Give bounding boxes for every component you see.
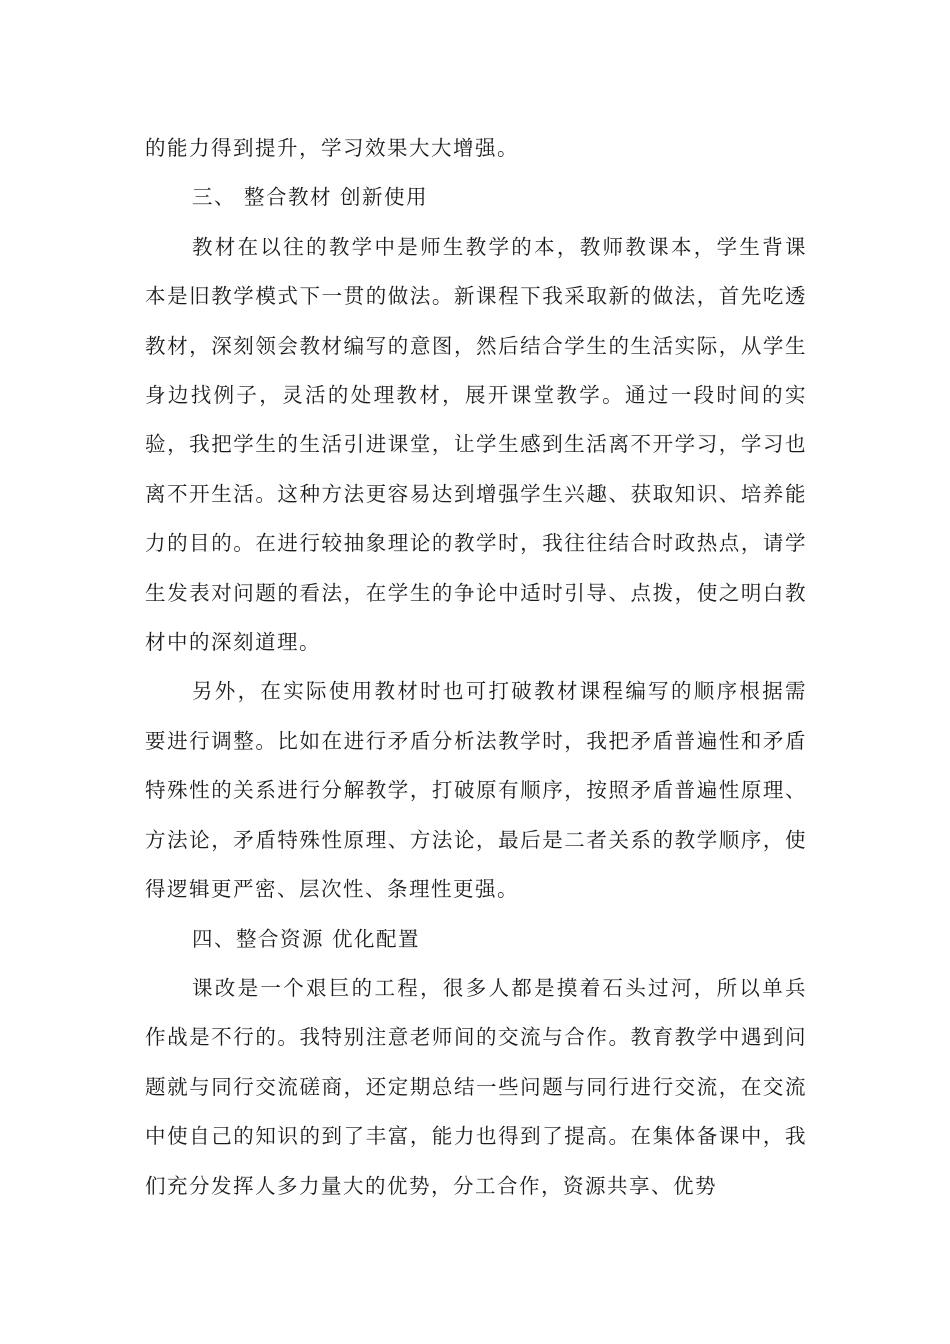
paragraph: 教材在以往的教学中是师生教学的本，教师教课本，学生背课本是旧教学模式下一贯的做法。新课程下我采取新的做法，首先吃透教材，深刻领会教材编写的意图，然后结合学生的生活实际，从学生身边找例子，灵活的处理教材，展开课堂教学。通过一段时间的实验，我把学生的生活引进课堂，让学生感到生活离不开学习，学习也离不开生活。这种方法更容易达到增强学生兴趣、获取知识、培养能力的目的。在进行较抽象理论的教学时，我往往结合时政热点，请学生发表对问题的看法，在学生的争论中适时引导、点拨，使之明白教材中的深刻道理。 [145, 234, 807, 655]
section-heading-3: 三、 整合教材 创新使用 [192, 185, 429, 210]
paragraph: 课改是一个艰巨的工程，很多人都是摸着石头过河，所以单兵作战是不行的。我特别注意老师间的交流与合作。教育教学中遇到问题就与同行交流磋商，还定期总结一些问题与同行进行交流，在交流中使自己的知识的到了丰富，能力也得到了提高。在集体备课中，我们充分发挥人多力量大的优势，分工合作，资源共享、优势 [145, 975, 807, 1198]
section-heading-4: 四、整合资源 优化配置 [192, 926, 421, 951]
paragraph: 另外，在实际使用教材时也可打破教材课程编写的顺序根据需要进行调整。比如在进行矛盾分析法教学时，我把矛盾普遍性和矛盾特殊性的关系进行分解教学，打破原有顺序，按照矛盾普遍性原理、方法论，矛盾特殊性原理、方法论，最后是二者关系的教学顺序，使得逻辑更严密、层次性、条理性更强。 [145, 679, 807, 902]
document-body [145, 124, 807, 1211]
paragraph-continued: 的能力得到提升，学习效果大大增强。 [145, 136, 519, 160]
